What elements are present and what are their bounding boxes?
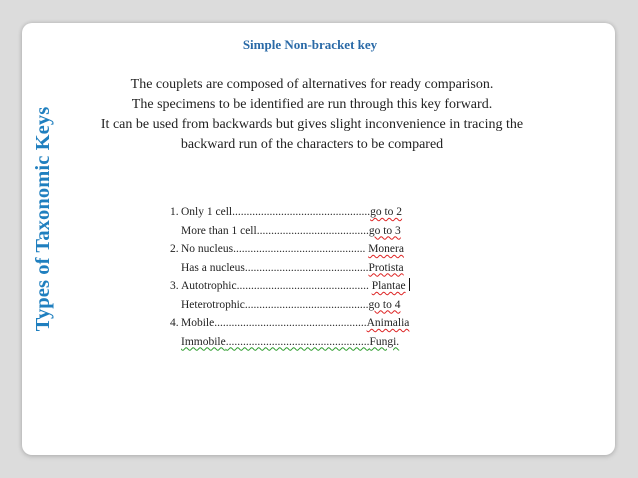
- key-term: Mobile: [181, 317, 215, 329]
- key-row: [170, 203, 460, 222]
- key-term: Heterotrophic: [181, 298, 245, 311]
- key-result: go to 3: [368, 224, 401, 237]
- key-number: 2.: [170, 243, 179, 255]
- slide-heading: Simple Non-bracket key: [242, 37, 378, 52]
- key-result: Animalia: [366, 317, 410, 329]
- key-term: More than 1 cell: [181, 224, 257, 237]
- key-leader-dots: ..............................................: [233, 243, 369, 255]
- key-term: Immobile: [181, 335, 226, 348]
- key-leader-dots: ..................................................: [225, 335, 370, 348]
- description-line: The couplets are composed of alternatives for ready comparison.: [130, 77, 494, 92]
- key-row: [170, 314, 460, 333]
- key-row: [170, 296, 460, 315]
- key-leader-dots: ................................................: [232, 206, 371, 218]
- description-line: backward run of the characters to be compared: [180, 137, 444, 152]
- key-leader-dots: ..............................................: [236, 280, 372, 292]
- key-number: 4.: [170, 317, 179, 329]
- key-row: [170, 240, 460, 259]
- key-number: 3.: [170, 280, 179, 292]
- key-term: Autotrophic: [181, 280, 237, 292]
- key-result: Monera: [368, 243, 404, 255]
- description-line: The specimens to be identified are run through this key forward.: [131, 97, 493, 112]
- key-result: Plantae: [371, 280, 406, 292]
- key-row: [170, 222, 460, 241]
- description-block: [72, 75, 552, 155]
- key-row: [170, 333, 460, 352]
- key-term: No nucleus: [181, 243, 234, 255]
- key-number: 1.: [170, 206, 179, 218]
- side-title: Types of Taxonomic Keys: [32, 106, 54, 332]
- side-title-container: [32, 96, 54, 342]
- key-term: Has a nucleus: [181, 261, 245, 274]
- key-leader-dots: .......................................: [256, 224, 369, 237]
- key-leader-dots: .....................................................: [214, 317, 367, 329]
- key-result: go to 4: [368, 298, 401, 311]
- key-result: go to 2: [370, 206, 403, 218]
- text-cursor: [409, 278, 410, 291]
- key-result: Protista: [368, 261, 404, 274]
- key-result: Fungi.: [369, 335, 400, 348]
- key-leader-dots: ...........................................: [244, 298, 369, 311]
- key-row: [170, 259, 460, 278]
- key-term: Only 1 cell: [181, 206, 233, 218]
- key-leader-dots: ...........................................: [244, 261, 369, 274]
- key-row: [170, 277, 460, 296]
- description-line: It can be used from backwards but gives slight inconvenience in tracing the: [100, 117, 524, 132]
- taxonomic-key-list: [170, 203, 460, 351]
